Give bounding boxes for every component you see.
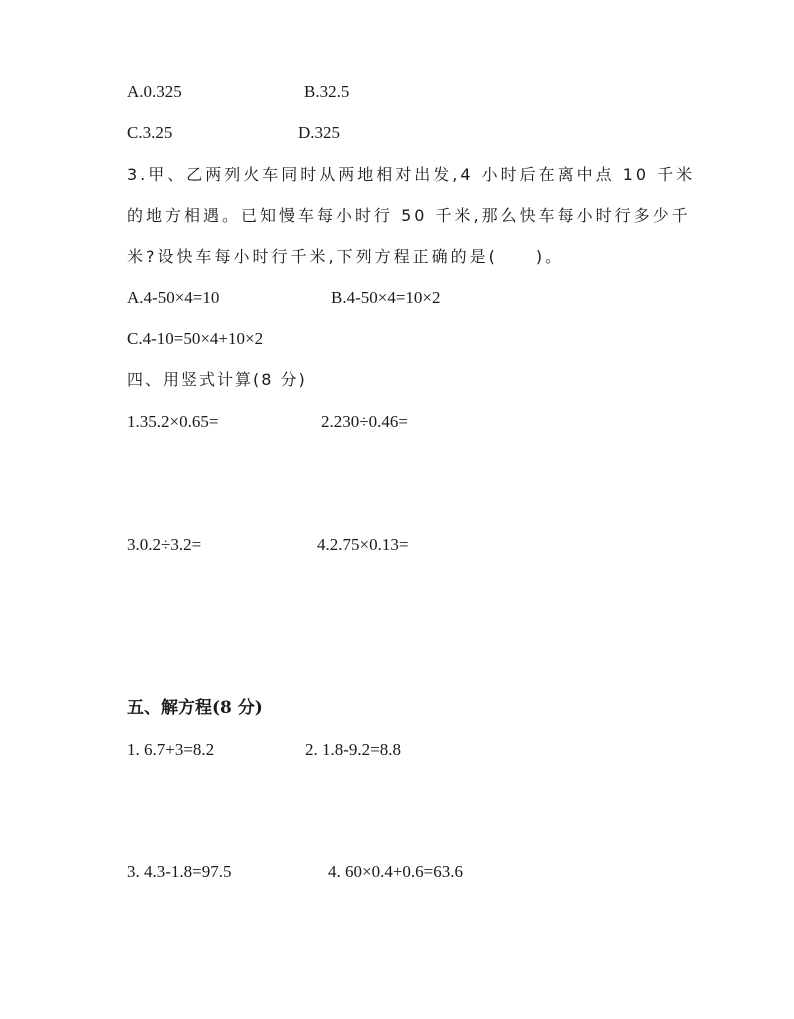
q2-option-c: C.3.25 [127,123,173,142]
section4-item3: 3.0.2÷3.2= [127,535,202,554]
section4-item2: 2.230÷0.46= [321,412,408,431]
section5-item3: 3. 4.3-1.8=97.5 [127,862,232,881]
section4-item4: 4.2.75×0.13= [317,535,409,554]
q2-option-a: A.0.325 [127,82,182,101]
section4-title: 四、用竖式计算(8 分) [127,370,307,389]
q3-text-line2: 的地方相遇。已知慢车每小时行 50 千米,那么快车每小时行多少千 [127,206,691,225]
q3-option-a: A.4-50×4=10 [127,288,220,307]
q2-option-b: B.32.5 [304,82,350,101]
section5-title: 五、解方程(8 分) [127,698,263,718]
q2-option-d: D.325 [298,123,341,142]
section4-item1: 1.35.2×0.65= [127,412,219,431]
section5-item1: 1. 6.7+3=8.2 [127,740,215,759]
q3-text-line3: 米?设快车每小时行千米,下列方程正确的是( )。 [127,247,565,266]
q3-text-line1: 3.甲、乙两列火车同时从两地相对出发,4 小时后在离中点 10 千米 [127,165,696,184]
q3-option-b: B.4-50×4=10×2 [331,288,441,307]
section5-item2: 2. 1.8-9.2=8.8 [305,740,401,759]
q3-option-c: C.4-10=50×4+10×2 [127,329,264,348]
section5-item4: 4. 60×0.4+0.6=63.6 [328,862,464,881]
